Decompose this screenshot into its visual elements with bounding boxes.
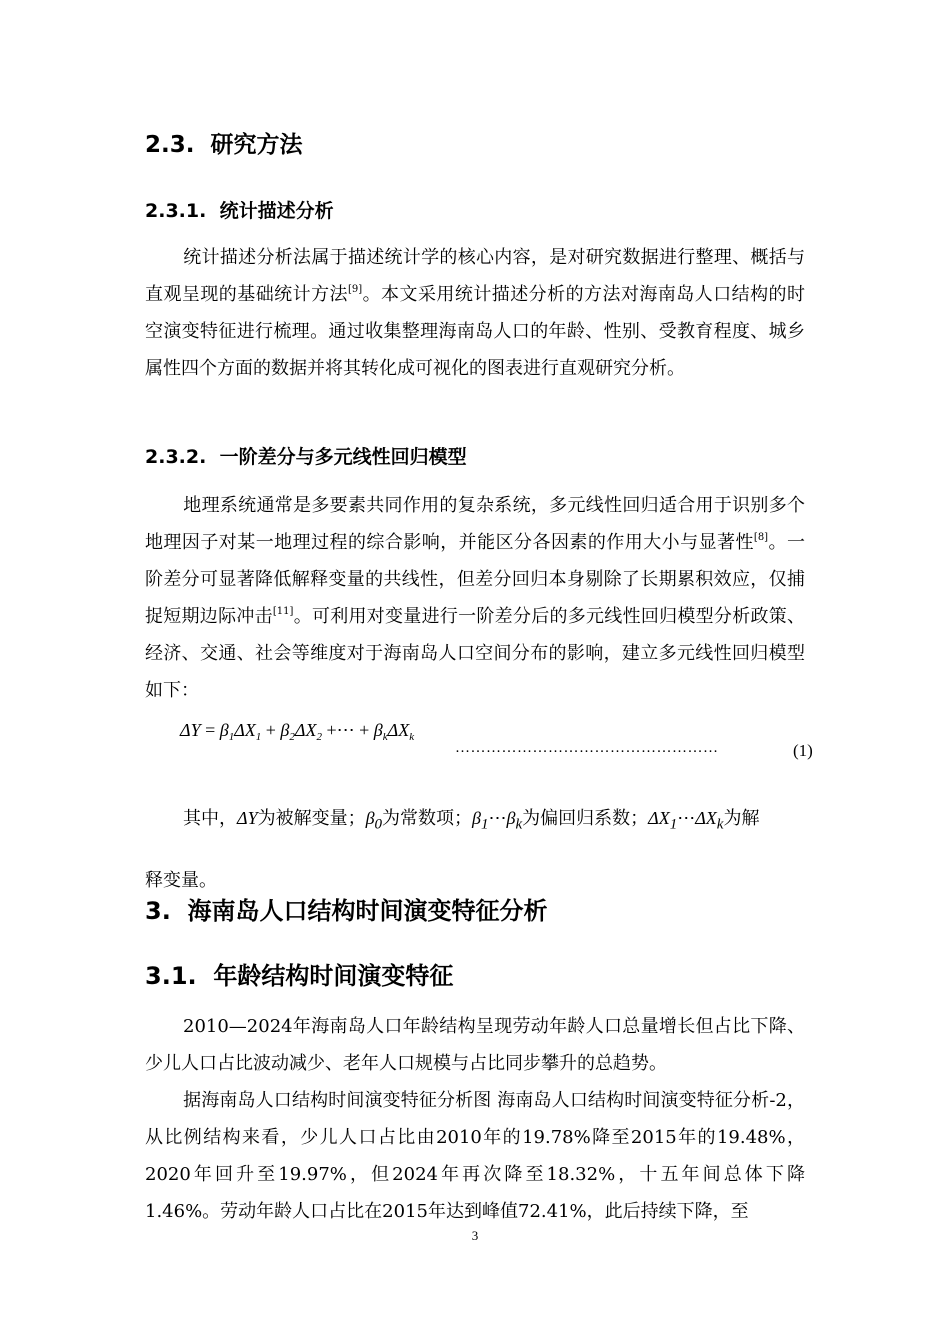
section-number: 2.3.1. — [145, 200, 207, 222]
eq-beta: β — [280, 720, 290, 740]
citation: [8] — [753, 532, 769, 543]
var-delta-x: ΔX — [695, 808, 717, 828]
paragraph-age-structure-summary — [145, 1008, 805, 1082]
section-heading-2-3-2 — [145, 442, 467, 469]
eq-sub: 1 — [255, 731, 262, 743]
eq-delta-x: ΔX — [234, 720, 256, 740]
eq-sub: k — [409, 731, 415, 743]
section-heading-3-1 — [145, 956, 453, 991]
section-title: 统计描述分析 — [219, 200, 334, 222]
citation: [11] — [272, 606, 294, 617]
var-beta: β — [472, 808, 482, 828]
page-number: 3 — [471, 1228, 479, 1243]
section-title: 一阶差分与多元线性回归模型 — [219, 446, 467, 468]
regression-equation — [180, 720, 414, 743]
paragraph-text: 为偏回归系数； — [522, 808, 649, 829]
eq-beta: β — [373, 720, 383, 740]
paragraph-statistical-description — [145, 239, 805, 387]
var-beta: β — [506, 808, 516, 828]
paragraph-age-structure-detail — [145, 1082, 805, 1230]
var-sub: 1 — [669, 816, 678, 833]
eq-ellipsis: ⋯ — [336, 720, 355, 740]
paragraph-text: 据海南岛人口结构时间演变特征分析图 海南岛人口结构时间演变特征分析-2，从比例结构来看，少儿人口占比由2010年的19.78%降至2015年的19.48%，2020年回升至19.97%，但2024年再次降至18.32%，十五年间总体下降1.46%。劳动年龄人口占比在2015年达到峰值72.41%，此后持续下降，至 — [145, 1090, 805, 1222]
eq-delta-x: ΔX — [387, 720, 410, 740]
paragraph-text: 地理系统通常是多要素共同作用的复杂系统，多元线性回归适合用于识别多个地理因子对某一地理过程的综合影响，并能区分各因素的作用大小与显著性 — [145, 495, 805, 553]
var-sub: 1 — [481, 816, 489, 833]
eq-sub: 2 — [316, 731, 322, 743]
eq-sub: 2 — [289, 731, 295, 743]
eq-lhs: ΔY — [180, 720, 201, 740]
paragraph-regression-model — [145, 487, 805, 709]
section-title: 年龄结构时间演变特征 — [213, 962, 454, 990]
var-ellipsis: ⋯ — [488, 808, 507, 829]
paragraph-text: 。本文采用统计描述分析的方法对海南岛人口结构的时空演变特征进行梳理。通过收集整理海南岛人口的年龄、性别、受教育程度、城乡属性四个方面的数据并将其转化成可视化的图表进行直观研究分析。 — [145, 284, 806, 379]
section-number: 2.3.2. — [145, 446, 207, 468]
eq-sub: k — [382, 731, 388, 743]
var-delta-y: ΔY — [237, 808, 258, 828]
paragraph-text: 为解 — [723, 808, 760, 829]
section-number: 3. — [145, 897, 171, 925]
var-delta-x: ΔX — [648, 808, 670, 828]
paragraph-text: 释变量。 — [145, 869, 217, 891]
equation-leader-dots: …………………………………………… — [455, 740, 719, 756]
citation: [9] — [347, 284, 363, 295]
var-ellipsis: ⋯ — [677, 808, 696, 829]
eq-plus: + — [265, 720, 276, 740]
paragraph-text: 为被解变量； — [257, 808, 366, 829]
paragraph-text: 2010—2024年海南岛人口年龄结构呈现劳动年龄人口总量增长但占比下降、少儿人口占比波动减少、老年人口规模与占比同步攀升的总趋势。 — [145, 1016, 805, 1074]
eq-plus: + — [326, 720, 337, 740]
section-title: 研究方法 — [210, 132, 303, 158]
section-heading-2-3 — [145, 126, 303, 159]
section-title: 海南岛人口结构时间演变特征分析 — [187, 897, 548, 925]
var-sub: k — [515, 816, 523, 833]
section-number: 2.3. — [145, 132, 195, 158]
section-heading-3 — [145, 891, 548, 926]
var-beta: β — [365, 808, 375, 828]
paragraph-text: 。一阶差分可显著降低解释变量的共线性，但差分回归本身剔除了长期累积效应，仅捕捉短期边际冲击 — [145, 532, 805, 627]
eq-sub: 1 — [228, 731, 235, 743]
paragraph-text: 。可利用对变量进行一阶差分后的多元线性回归模型分析政策、经济、交通、社会等维度对于海南岛人口空间分布的影响，建立多元线性回归模型如下： — [145, 606, 806, 701]
eq-equals: = — [205, 720, 216, 740]
var-sub: 0 — [374, 816, 383, 833]
paragraph-text: 为常数项； — [382, 808, 473, 829]
eq-plus: + — [359, 720, 370, 740]
paragraph-text: 统计描述分析法属于描述统计学的核心内容，是对研究数据进行整理、概括与直观呈现的基础统计方法 — [145, 247, 805, 305]
section-heading-2-3-1 — [145, 196, 334, 223]
var-sub: k — [716, 816, 724, 833]
equation-number: (1) — [793, 741, 813, 760]
section-number: 3.1. — [145, 962, 197, 990]
eq-delta-x: ΔX — [294, 720, 317, 740]
eq-beta: β — [219, 720, 229, 740]
paragraph-text: 其中， — [183, 808, 237, 829]
